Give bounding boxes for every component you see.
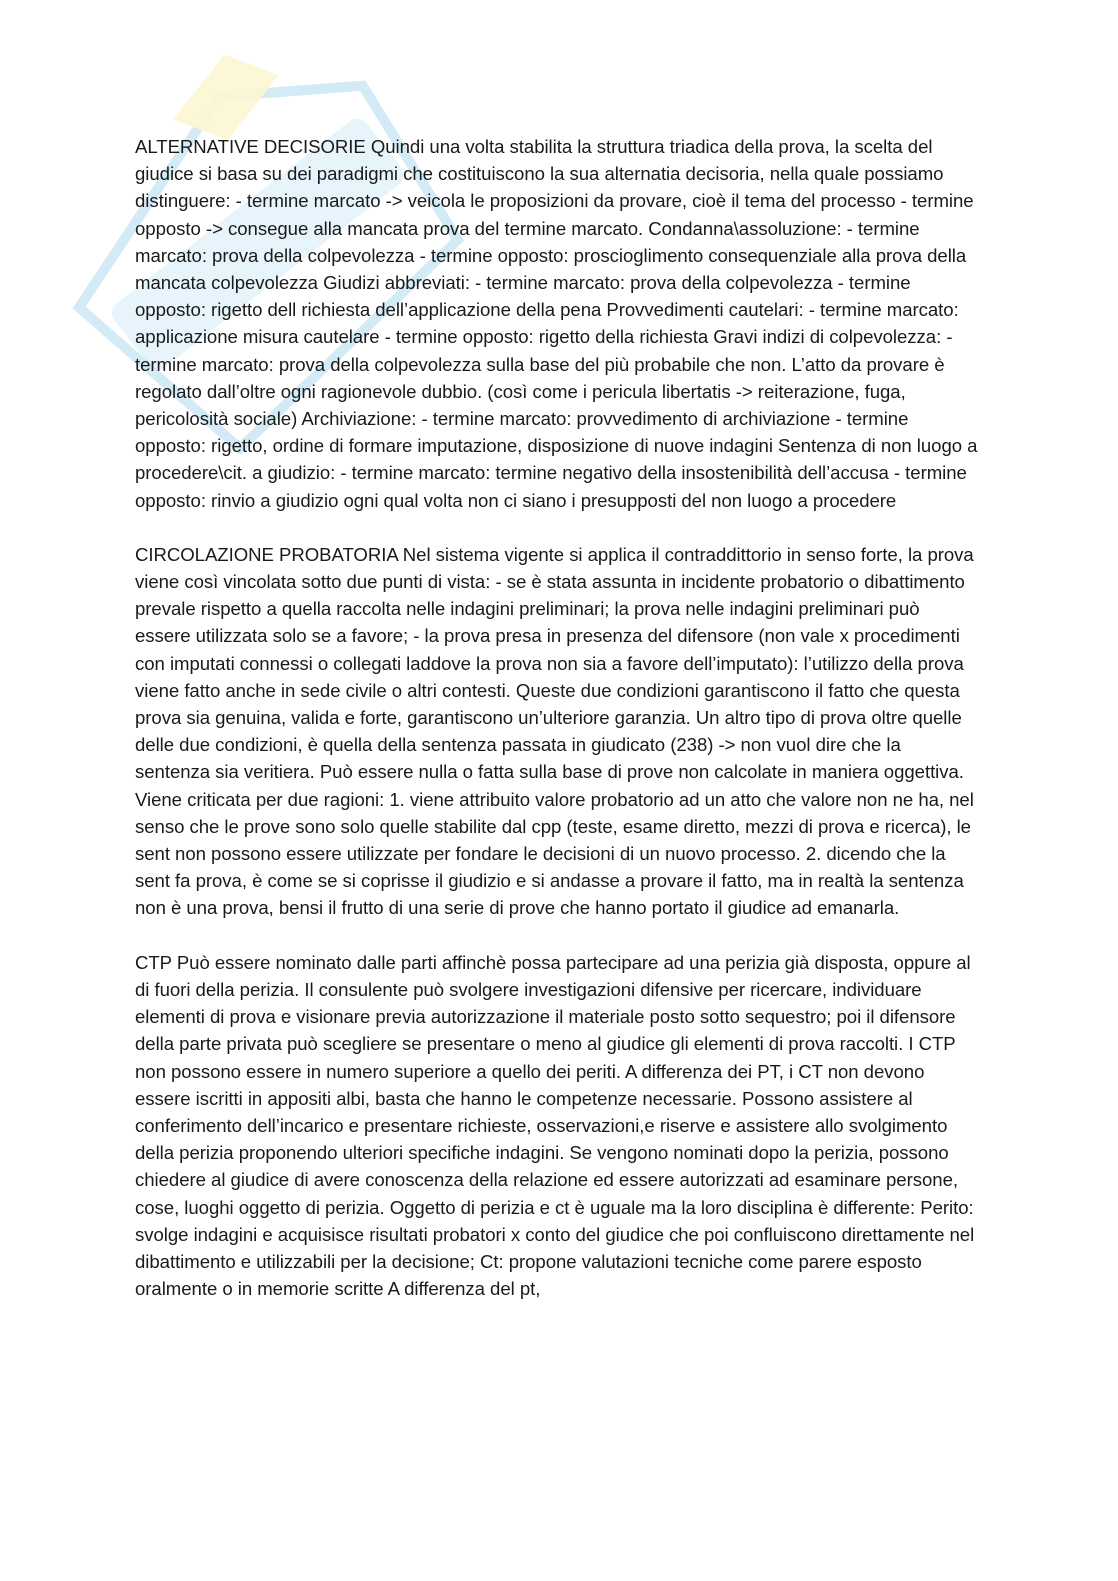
paragraph-ctp: CTP Può essere nominato dalle parti affinchè possa partecipare ad una perizia già disposta, oppure al di fuori della perizia. Il consulente può svolgere investigazioni difensive per ricercare, individuare elementi di prova e visionare previa autorizzazione il materiale posto sotto sequestro; poi il difensore della parte privata può scegliere se presentare o meno al giudice gli elementi di prova raccolti. I CTP non possono essere in numero superiore a quello dei periti. A differenza dei PT, i CT non devono essere iscritti in appositi albi, basta che hanno le competenze necessarie. Possono assistere al conferimento dell’incarico e presentare richieste, osservazioni,e riserve e assistere allo svolgimento della perizia proponendo ulteriori specifiche indagini. Se vengono nominati dopo la perizia, possono chiedere al giudice di avere conoscenza della relazione ed essere autorizzati ad esaminare persone, cose, luoghi oggetto di perizia. Oggetto di perizia e ct è uguale ma la loro disciplina è differente: Perito: svolge indagini e acquisisce risultati probatori x conto del giudice che poi confluiscono direttamente nel dibattimento e utilizzabili per la decisione; Ct: propone valutazioni tecniche come parere esposto oralmente o in memorie scritte A differenza del pt, (135, 951, 975, 1300)
paragraph-alternative-decisorie: ALTERNATIVE DECISORIE Quindi una volta stabilita la struttura triadica della prova, la scelta del giudice si basa su dei paradigmi che costituiscono la sua alternatia decisoria, nella quale possiamo distinguere: - termine marcato -> veicola le proposizioni da provare, cioè il tema del processo - termine opposto -> consegue alla mancata prova del termine marcato. Condanna\assoluzione: - termine marcato: prova della colpevolezza - termine opposto: proscioglimento consequenziale alla prova della mancata colpevolezza Giudizi abbreviati: - termine marcato: prova della colpevolezza - termine opposto: rigetto dell richiesta dell’applicazione della pena Provvedimenti cautelari: - termine marcato: applicazione misura cautelare - termine opposto: rigetto della richiesta Gravi indizi di colpevolezza: - termine marcato: prova della colpevolezza sulla base del più probabile che non. L’atto da provare è regolato dall’oltre ogni ragionevole dubbio. (così come i pericula libertatis -> reiterazione, fuga, pericolosità sociale) Archiviazione: - termine marcato: provvedimento di archiviazione - termine opposto: rigetto, ordine di formare imputazione, disposizione di nuove indagini Sentenza di non luogo a procedere\cit. a giudizio: - termine marcato: termine negativo della insostenibilità dell’accusa - termine opposto: rinvio a giudizio ogni qual volta non ci siano i presupposti del non luogo a procedere (135, 136, 978, 511)
paragraph-circolazione-probatoria: CIRCOLAZIONE PROBATORIA Nel sistema vigente si applica il contraddittorio in senso forte, la prova viene così vincolata sotto due punti di vista: - se è stata assunta in incidente probatorio o dibattimento prevale rispetto a quella raccolta nelle indagini preliminari; la prova nelle indagini preliminari può essere utilizzata solo se a favore; - la prova presa in presenza del difensore (non vale x procedimenti con imputati connessi o collegati laddove la prova non sia a favore dell’imputato): l’utilizzo della prova viene fatto anche in sede civile o altri contesti. Queste due condizioni garantiscono il fatto che questa prova sia genuina, valida e forte, garantiscono un’ulteriore garanzia. Un altro tipo di prova oltre quelle delle due condizioni, è quella della sentenza passata in giudicato (238) -> non vuol dire che la sentenza sia veritiera. Può essere nulla o fatta sulla base di prove non calcolate in maniera oggettiva. Viene criticata per due ragioni: 1. viene attribuito valore probatorio ad un atto che valore non ne ha, nel senso che le prove sono solo quelle stabilite dal cpp (teste, esame diretto, mezzi di prova e ricerca), le sent non possono essere utilizzate per fondare le decisioni di un nuovo processo. 2. dicendo che la sent fa prova, è come se si coprisse il giudizio e si andasse a provare il fatto, ma in realtà la sentenza non è una prova, bensi il frutto di una serie di prove che hanno portato il giudice ad emanarla. (135, 543, 974, 919)
document-body (135, 133, 980, 1329)
